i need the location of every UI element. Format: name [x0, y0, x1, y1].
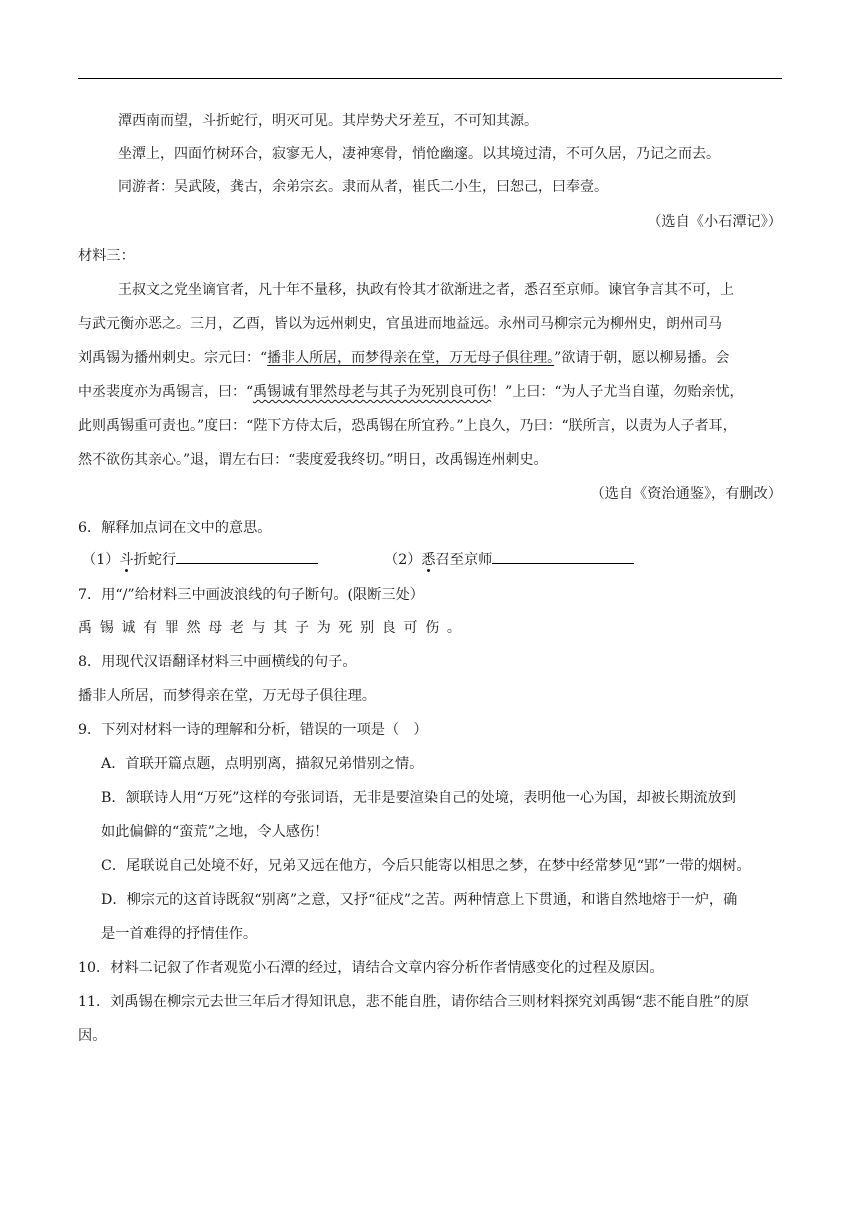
material3-heading: 材料三：: [78, 248, 135, 264]
item-number: （1）: [82, 552, 120, 568]
material2-paragraph-2: 坐潭上，四面竹树环合，寂寥无人，凄神寒骨，悄怆幽邃。以其境过清，不可久居，乃记之而去。: [118, 146, 720, 162]
question-8: 8．用现代汉语翻译材料三中画横线的句子。: [78, 654, 357, 670]
answer-blank[interactable]: [176, 549, 318, 564]
header-rule: [78, 78, 782, 79]
question-9-option-d-cont: 是一首难得的抒情佳作。: [101, 926, 258, 942]
item-number: （2）: [384, 552, 422, 568]
question-6: 6．解释加点词在文中的意思。: [78, 520, 272, 536]
question-7-sentence: 禹锡诚有罪然母老与其子为死别良可伤。: [78, 620, 469, 636]
material3-line-5: 此则禹锡重可责也。”度曰：“陛下方侍太后，恐禹锡在所宜矜。”上良久，乃曰：“朕所言，以责为人子者耳，: [78, 418, 737, 434]
question-11: 11．刘禹锡在柳宗元去世三年后才得知讯息，悲不能自胜，请你结合三则材料探究刘禹锡“悲不能自胜”的原: [78, 994, 750, 1010]
dotted-word: 斗: [119, 552, 134, 568]
material3-line-3: [78, 348, 788, 368]
question-9-option-a[interactable]: A．首联开篇点题，点明别离，描叙兄弟惜别之情。: [101, 756, 424, 772]
question-6-item-2: [384, 549, 684, 570]
underlined-sentence: 播非人所居，而梦得亲在堂，万无母子俱往理。: [267, 350, 555, 366]
wavy-underlined-sentence: 禹锡诚有罪然母老与其子为死别良可伤: [253, 384, 492, 400]
item-text: 折蛇行: [133, 552, 177, 568]
question-9-option-d[interactable]: D．柳宗元的这首诗既叙“别离”之意，又抒“征戍”之苦。两种情意上下贯通，和谐自然地熔于一炉，确: [101, 892, 738, 908]
question-9-option-b[interactable]: B．颔联诗人用“万死”这样的夸张词语，无非是要渲染自己的处境，表明他一心为国，却被长期流放到: [101, 790, 736, 806]
question-9-option-b-cont: 如此偏僻的“蛮荒”之地，令人感伤！: [101, 824, 329, 840]
question-8-sentence: 播非人所居，而梦得亲在堂，万无母子俱往理。: [78, 688, 376, 704]
text-run: 刘禹锡为播州刺史。宗元曰：“: [78, 350, 268, 366]
material3-line-2: 与武元衡亦恶之。三月，乙酉，皆以为远州刺史，官虽进而地益远。永州司马柳宗元为柳州史，朗州司马: [78, 316, 722, 332]
material3-line-1: 王叔文之党坐谪官者，凡十年不量移，执政有怜其才欲渐进之者，悉召至京师。谏官争言其不可，上: [118, 282, 734, 298]
answer-blank[interactable]: [492, 549, 634, 564]
material3-line-4: [78, 382, 788, 402]
dotted-word: 悉: [421, 552, 436, 568]
material3-source: （选自《资治通鉴》，有删改）: [590, 486, 782, 502]
question-11-cont: 因。: [78, 1028, 107, 1044]
question-9: 9．下列对材料一诗的理解和分析，错误的一项是（ ）: [78, 722, 428, 738]
material2-paragraph-3: 同游者：吴武陵，龚古，余弟宗玄。隶而从者，崔氏二小生，曰恕己，曰奉壹。: [118, 179, 608, 195]
item-text: 召至京师: [435, 552, 493, 568]
question-9-option-c[interactable]: C．尾联说自己处境不好，兄弟又远在他方，今后只能寄以相思之梦，在梦中经常梦见“郢”一带的烟树。: [101, 858, 751, 874]
question-7: 7．用“/”给材料三中画波浪线的句子断句。(限断三处）: [78, 587, 424, 603]
material3-line-6: 然不欲伤其亲心。”退，谓左右曰：“裴度爱我终切。”明日，改禹锡连州刺史。: [78, 452, 548, 468]
text-run: ”欲请于朝，愿以柳易播。会: [554, 350, 730, 366]
question-10: 10．材料二记叙了作者观览小石潭的经过，请结合文章内容分析作者情感变化的过程及原因。: [78, 960, 664, 976]
text-run: 中丞裴度亦为禹锡言，曰：“: [78, 384, 254, 400]
text-run: ！”上曰：“为人子尤当自谨，勿贻亲忧，: [491, 384, 744, 400]
material2-paragraph-1: 潭西南而望，斗折蛇行，明灭可见。其岸势犬牙差互，不可知其源。: [118, 113, 538, 129]
material2-source: （选自《小石潭记》）: [647, 214, 782, 230]
